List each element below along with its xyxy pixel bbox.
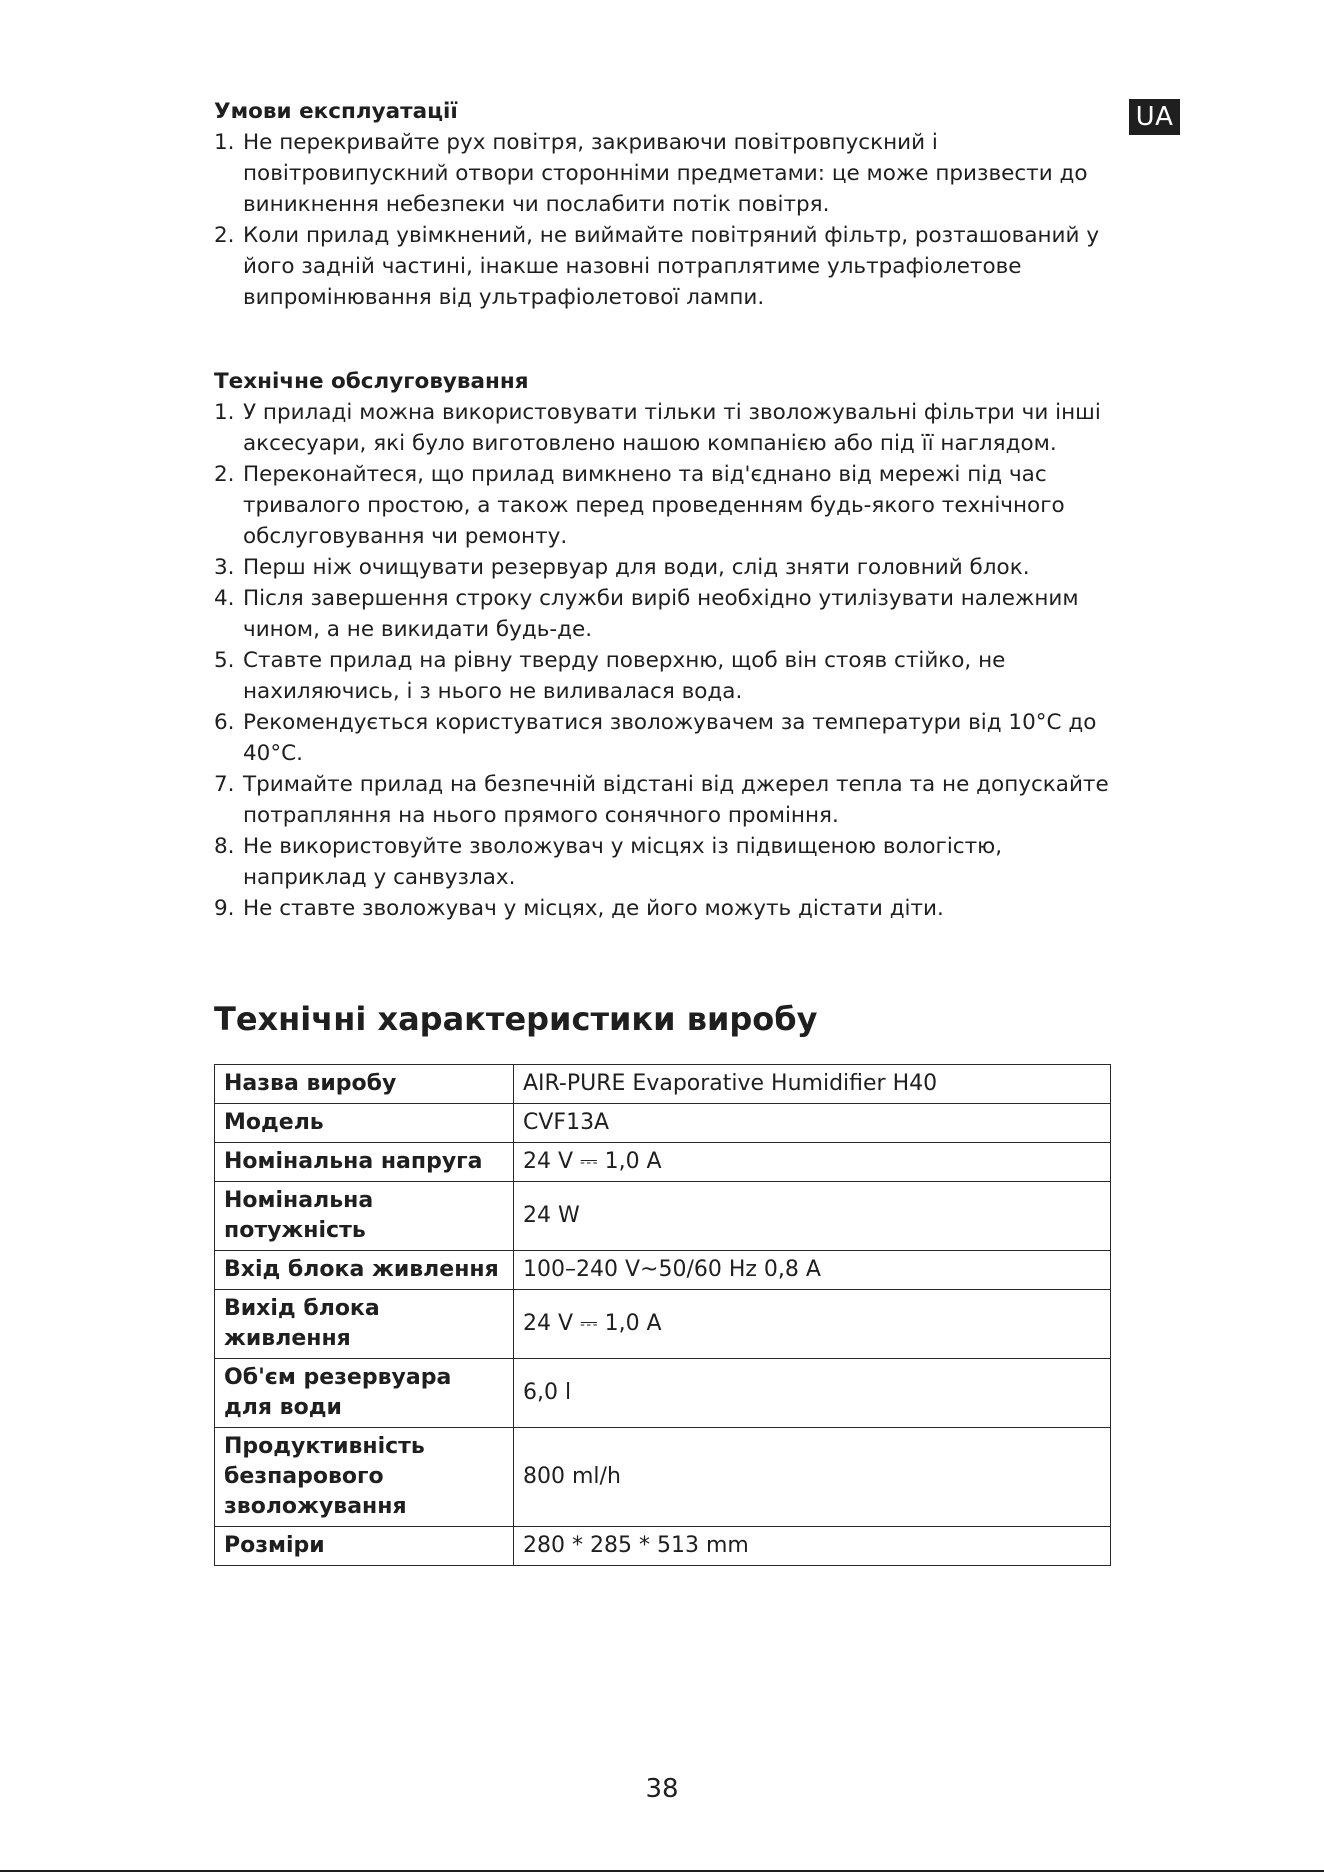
list-item-text: Не використовуйте зволожувач у місцях із підвищеною вологістю, наприклад у санвузлах.	[243, 834, 1003, 890]
list-item	[214, 645, 1114, 707]
operating-conditions-section	[214, 96, 1114, 313]
list-item	[214, 220, 1114, 313]
spec-key: Продуктивність безпарового зволожування	[215, 1428, 514, 1527]
table-row	[215, 1428, 1111, 1527]
maintenance-list	[214, 397, 1114, 924]
list-item	[214, 707, 1114, 769]
maintenance-section	[214, 366, 1114, 924]
list-item-text: Ставте прилад на рівну тверду поверхню, щоб він стояв стійко, не нахиляючись, і з нього не виливалася вода.	[243, 648, 1006, 704]
spec-value: 24 V ⎓ 1,0 A	[514, 1143, 1111, 1182]
spec-value: AIR-PURE Evaporative Humidifier H40	[514, 1065, 1111, 1104]
spec-value: CVF13A	[514, 1104, 1111, 1143]
maintenance-title: Технічне обслуговування	[214, 369, 529, 394]
list-item	[214, 459, 1114, 552]
table-row	[215, 1143, 1111, 1182]
list-item	[214, 583, 1114, 645]
page-content	[214, 96, 1114, 924]
list-item-number: 8.	[214, 834, 235, 859]
spec-value: 24 W	[514, 1182, 1111, 1251]
list-item-text: Перш ніж очищувати резервуар для води, слід зняти головний блок.	[243, 555, 1030, 580]
operating-conditions-list	[214, 127, 1114, 313]
list-item-number: 2.	[214, 462, 235, 487]
spec-value: 100–240 V~50/60 Hz 0,8 A	[514, 1251, 1111, 1290]
list-item	[214, 127, 1114, 220]
list-item-text: Не ставте зволожувач у місцях, де його можуть дістати діти.	[243, 896, 944, 921]
list-item	[214, 552, 1114, 583]
list-item	[214, 397, 1114, 459]
list-item-number: 3.	[214, 555, 235, 580]
list-item-text: Не перекривайте рух повітря, закриваючи повітровпускний і повітровипускний отвори сторонніми предметами: це може призвести до виникнення небезпеки чи послабити потік повітря.	[243, 130, 1088, 217]
list-item-text: Переконайтеся, що прилад вимкнено та від'єднано від мережі під час тривалого простою, а також перед проведенням будь-якого технічного обслуговування чи ремонту.	[243, 462, 1065, 549]
list-item-number: 6.	[214, 710, 235, 735]
list-item-number: 5.	[214, 648, 235, 673]
list-item-number: 1.	[214, 400, 235, 425]
list-item-number: 2.	[214, 223, 235, 248]
list-item	[214, 893, 1114, 924]
table-row	[215, 1527, 1111, 1566]
spec-key: Вихід блока живлення	[215, 1290, 514, 1359]
spec-key: Вхід блока живлення	[215, 1251, 514, 1290]
list-item-text: Коли прилад увімкнений, не виймайте повітряний фільтр, розташований у його задній частині, інакше назовні потраплятиме ультрафіолетове випромінювання від ультрафіолетової лампи.	[243, 223, 1100, 310]
operating-conditions-title: Умови експлуатації	[214, 99, 458, 124]
list-item-number: 4.	[214, 586, 235, 611]
table-row	[215, 1065, 1111, 1104]
table-row	[215, 1290, 1111, 1359]
specs-table	[214, 1064, 1111, 1566]
spec-key: Назва виробу	[215, 1065, 514, 1104]
language-badge: UA	[1129, 99, 1180, 135]
list-item-number: 9.	[214, 896, 235, 921]
spec-value: 280 * 285 * 513 mm	[514, 1527, 1111, 1566]
spec-value: 6,0 l	[514, 1359, 1111, 1428]
list-item-text: Після завершення строку служби виріб необхідно утилізувати належним чином, а не викидати будь-де.	[243, 586, 1079, 642]
spec-key: Модель	[215, 1104, 514, 1143]
spec-value: 24 V ⎓ 1,0 A	[514, 1290, 1111, 1359]
list-item-text: Рекомендується користуватися зволожувачем за температури від 10°C до 40°C.	[243, 710, 1097, 766]
table-row	[215, 1104, 1111, 1143]
spec-key: Номінальна потужність	[215, 1182, 514, 1251]
page-number: 38	[645, 1774, 679, 1804]
list-item-number: 1.	[214, 130, 235, 155]
list-item	[214, 831, 1114, 893]
list-item-text: У приладі можна використовувати тільки ті зволожувальні фільтри чи інші аксесуари, які було виготовлено нашою компанією або під її наглядом.	[243, 400, 1101, 456]
list-item	[214, 769, 1114, 831]
spec-key: Об'єм резервуара для води	[215, 1359, 514, 1428]
spec-key: Розміри	[215, 1527, 514, 1566]
table-row	[215, 1182, 1111, 1251]
specs-heading: Технічні характеристики виробу	[214, 1000, 818, 1038]
spec-value: 800 ml/h	[514, 1428, 1111, 1527]
list-item-number: 7.	[214, 772, 235, 797]
table-row	[215, 1359, 1111, 1428]
spec-key: Номінальна напруга	[215, 1143, 514, 1182]
table-row	[215, 1251, 1111, 1290]
list-item-text: Тримайте прилад на безпечній відстані від джерел тепла та не допускайте потрапляння на нього прямого сонячного проміння.	[243, 772, 1109, 828]
